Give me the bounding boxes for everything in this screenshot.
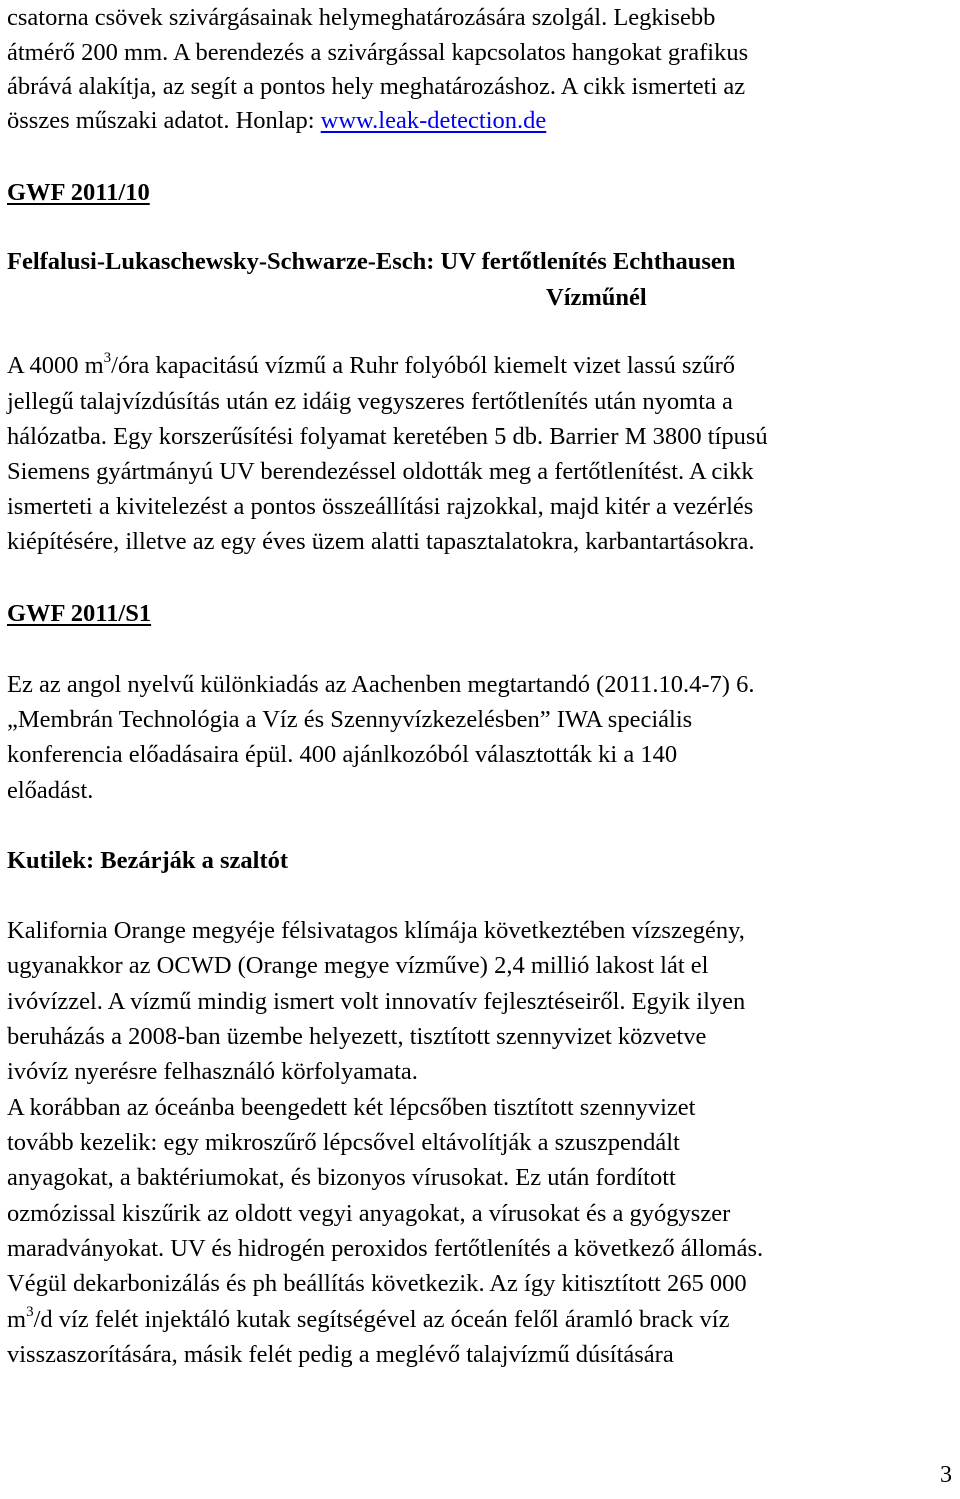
intro-line-4-text: összes műszaki adatot. Honlap:: [7, 107, 321, 134]
intro-line-3: ábrává alakítja, az segít a pontos hely meghatározáshoz. A cikk ismerteti az: [7, 73, 746, 100]
section3-p2-line-5: maradványokat. UV és hidrogén peroxidos fertőtlenítés a következő állomás.: [7, 1235, 764, 1262]
section1-line-5: ismerteti a kivitelezést a pontos összeállítási rajzokkal, majd kitér a vezérlés: [7, 493, 754, 520]
section3-p2-line-2: tovább kezelik: egy mikroszűrő lépcsővel eltávolítják a szuszpendált: [7, 1129, 680, 1156]
homepage-link[interactable]: www.leak-detection.de: [320, 107, 547, 134]
section3-title: Kutilek: Bezárják a szaltót: [7, 847, 289, 874]
section1-line-1: [7, 351, 735, 381]
section2-line-2: „Membrán Technológia a Víz és Szennyvízkezelésben” IWA speciális: [7, 706, 693, 733]
section-heading-gwf-2011-s1: GWF 2011/S1: [7, 600, 152, 627]
section1-line-4: Siemens gyártmányú UV berendezéssel oldották meg a fertőtlenítést. A cikk: [7, 458, 754, 485]
section3-p2-line-1: A korábban az óceánba beengedett két lépcsőben tisztított szennyvizet: [7, 1094, 696, 1121]
article-title-line-1: Felfalusi-Lukaschewsky-Schwarze-Esch: UV fertőtlenítés Echthausen: [7, 248, 736, 275]
section3-p2-line-7-b: /d víz felét injektáló kutak segítségével az óceán felől áramló brack víz: [33, 1306, 730, 1333]
section3-p2-line-8: visszaszorítására, másik felét pedig a meglévő talajvízmű dúsítására: [7, 1341, 674, 1368]
section3-p1-line-1: Kalifornia Orange megyéje félsivatagos klímája következtében vízszegény,: [7, 917, 745, 944]
section3-p2-line-4: ozmózissal kiszűrik az oldott vegyi anyagokat, a vírusokat és a gyógyszer: [7, 1200, 731, 1227]
intro-line-4: [7, 106, 546, 136]
section1-line-1-a: A 4000 m: [7, 352, 104, 379]
article-title-line-2: Vízműnél: [546, 284, 647, 311]
section1-line-3: hálózatba. Egy korszerűsítési folyamat keretében 5 db. Barrier M 3800 típusú: [7, 423, 768, 450]
section1-line-6: kiépítésére, illetve az egy éves üzem alatti tapasztalatokra, karbantartásokra.: [7, 528, 755, 555]
section3-p1-line-2: ugyanakkor az OCWD (Orange megye vízműve) 2,4 millió lakost lát el: [7, 952, 709, 979]
section-heading-gwf-2011-10: GWF 2011/10: [7, 179, 150, 206]
intro-line-2: átmérő 200 mm. A berendezés a szivárgással kapcsolatos hangokat grafikus: [7, 39, 749, 66]
intro-line-1: csatorna csövek szivárgásainak helymeghatározására szolgál. Legkisebb: [7, 4, 716, 31]
section3-p1-line-5: ivóvíz nyerésre felhasználó körfolyamata.: [7, 1058, 418, 1085]
superscript-3: 3: [103, 349, 112, 366]
superscript-3: 3: [26, 1303, 34, 1320]
section1-line-1-b: /óra kapacitású vízmű a Ruhr folyóból kiemelt vizet lassú szűrő: [111, 352, 736, 379]
section3-p1-line-4: beruházás a 2008-ban üzembe helyezett, tisztított szennyvizet közvetve: [7, 1023, 707, 1050]
section3-p2-line-7: [7, 1305, 729, 1335]
section3-p2-line-6: Végül dekarbonizálás és ph beállítás következik. Az így kitisztított 265 000: [7, 1270, 747, 1297]
section2-line-1: Ez az angol nyelvű különkiadás az Aachenben megtartandó (2011.10.4-7) 6.: [7, 671, 755, 698]
section2-line-3: konferencia előadásaira épül. 400 ajánlkozóból választották ki a 140: [7, 741, 678, 768]
section3-p2-line-3: anyagokat, a baktériumokat, és bizonyos vírusokat. Ez után fordított: [7, 1164, 676, 1191]
section2-line-4: előadást.: [7, 777, 94, 804]
section1-line-2: jellegű talajvízdúsítás után ez idáig vegyszeres fertőtlenítés után nyomta a: [7, 388, 733, 415]
section3-p1-line-3: ivóvízzel. A vízmű mindig ismert volt innovatív fejlesztéseiről. Egyik ilyen: [7, 988, 746, 1015]
section3-p2-line-7-a: m: [7, 1306, 27, 1333]
page-number: 3: [940, 1462, 952, 1488]
